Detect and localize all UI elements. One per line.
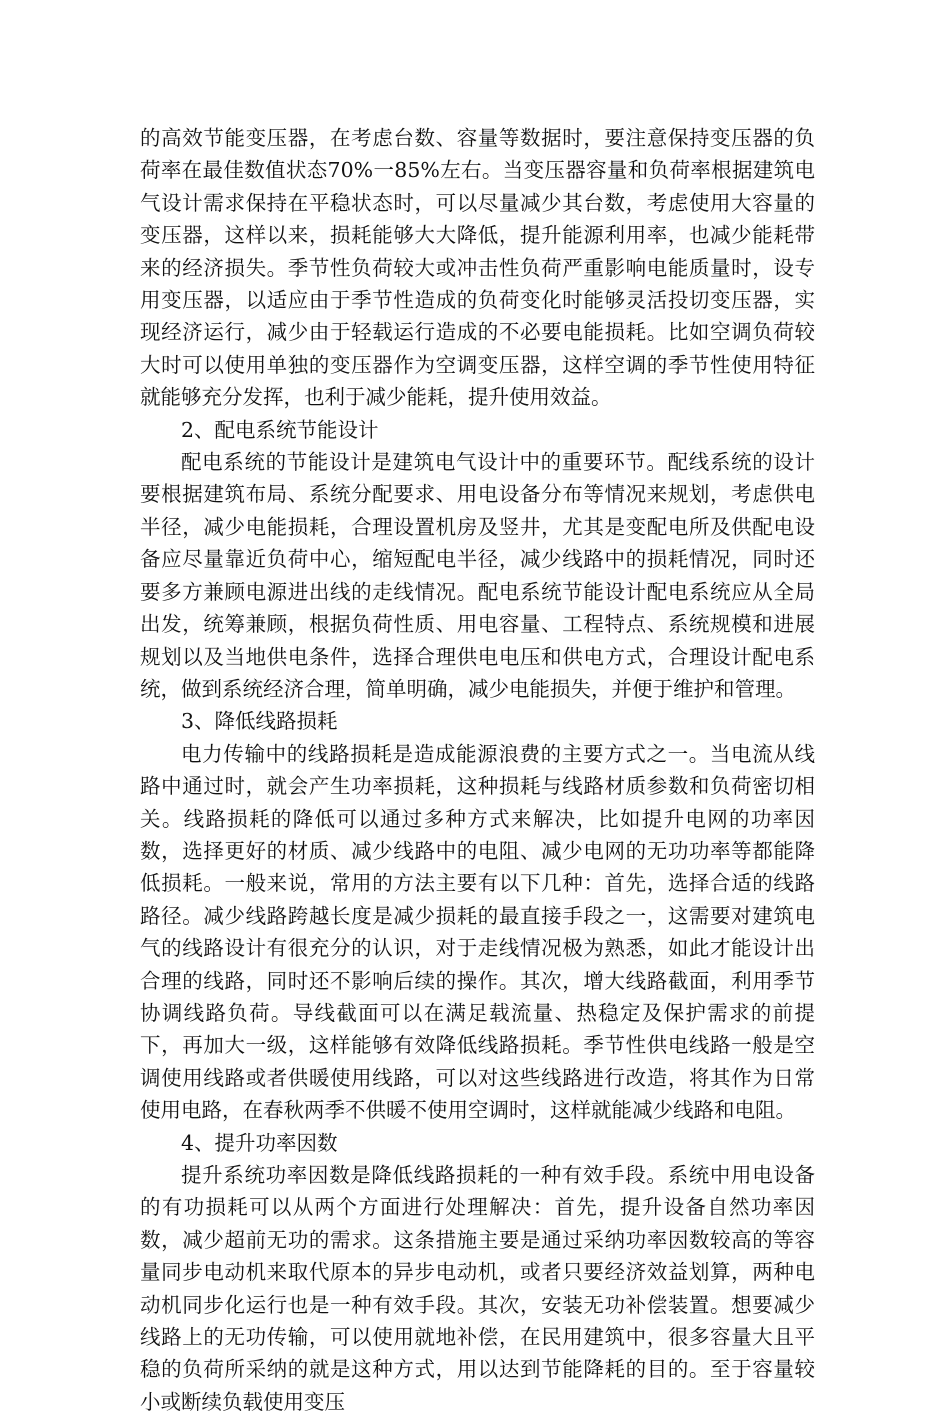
section-heading-2: 2、配电系统节能设计 [181,417,379,442]
paragraph-line-loss: 电力传输中的线路损耗是造成能源浪费的主要方式之一。当电流从线路中通过时，就会产生功率损耗，这种损耗与线路材质参数和负荷密切相关。线路损耗的降低可以通过多种方式来解决，比如提升电网的功率因数，选择更好的材质、减少线路中的电阻、减少电网的无功功率等都能降低损耗。一般来说，常用的方法主要有以下几种：首先，选择合适的线路路径。减少线路跨越长度是减少损耗的最直接手段之一，这需要对建筑电气的线路设计有很充分的认识，对于走线情况极为熟悉，如此才能设计出合理的线路，同时还不影响后续的操作。其次，增大线路截面，利用季节协调线路负荷。导线截面可以在满足载流量、热稳定及保护需求的前提下，再加大一级，这样能够有效降低线路损耗。季节性供电线路一般是空调使用线路或者供暖使用线路，可以对这些线路进行改造，将其作为日常使用电路，在春秋两季不供暖不使用空调时，这样就能减少线路和电阻。 [140,741,815,1123]
section-heading-3: 3、降低线路损耗 [181,709,338,734]
section-heading-4: 4、提升功率因数 [181,1130,338,1155]
paragraph-distribution-design: 配电系统的节能设计是建筑电气设计中的重要环节。配线系统的设计要根据建筑布局、系统分配要求、用电设备分布等情况来规划，考虑供电半径，减少电能损耗，合理设置机房及竖井，尤其是变配电所及供配电设备应尽量靠近负荷中心，缩短配电半径，减少线路中的损耗情况，同时还要多方兼顾电源进出线的走线情况。配电系统节能设计配电系统应从全局出发，统筹兼顾，根据负荷性质、用电容量、工程特点、系统规模和进展规划以及当地供电条件，选择合理供电电压和供电方式，合理设计配电系统，做到系统经济合理，简单明确，减少电能损失，并便于维护和管理。 [140,450,815,701]
paragraph-power-factor: 提升系统功率因数是降低线路损耗的一种有效手段。系统中用电设备的有功损耗可以从两个方面进行处理解决：首先，提升设备自然功率因数，减少超前无功的需求。这条措施主要是通过采纳功率因数较高的等容量同步电动机来取代原本的异步电动机，或者只要经济效益划算，两种电动机同步化运行也是一种有效手段。其次，安装无功补偿装置。想要减少线路上的无功传输，可以使用就地补偿，在民用建筑中，很多容量大且平稳的负荷所采纳的就是这种方式，用以达到节能降耗的目的。至于容量较小或断续负载使用变压 [140,1163,815,1414]
document-body [140,122,815,1418]
paragraph-continuation: 的高效节能变压器，在考虑台数、容量等数据时，要注意保持变压器的负荷率在最佳数值状态70%一85%左右。当变压器容量和负荷率根据建筑电气设计需求保持在平稳状态时，可以尽量减少其台数，考虑使用大容量的变压器，这样以来，损耗能够大大降低，提升能源利用率，也减少能耗带来的经济损失。季节性负荷较大或冲击性负荷严重影响电能质量时，设专用变压器，以适应由于季节性造成的负荷变化时能够灵活投切变压器，实现经济运行，减少由于轻载运行造成的不必要电能损耗。比如空调负荷较大时可以使用单独的变压器作为空调变压器，这样空调的季节性使用特征就能够充分发挥，也利于减少能耗，提升使用效益。 [140,126,815,410]
